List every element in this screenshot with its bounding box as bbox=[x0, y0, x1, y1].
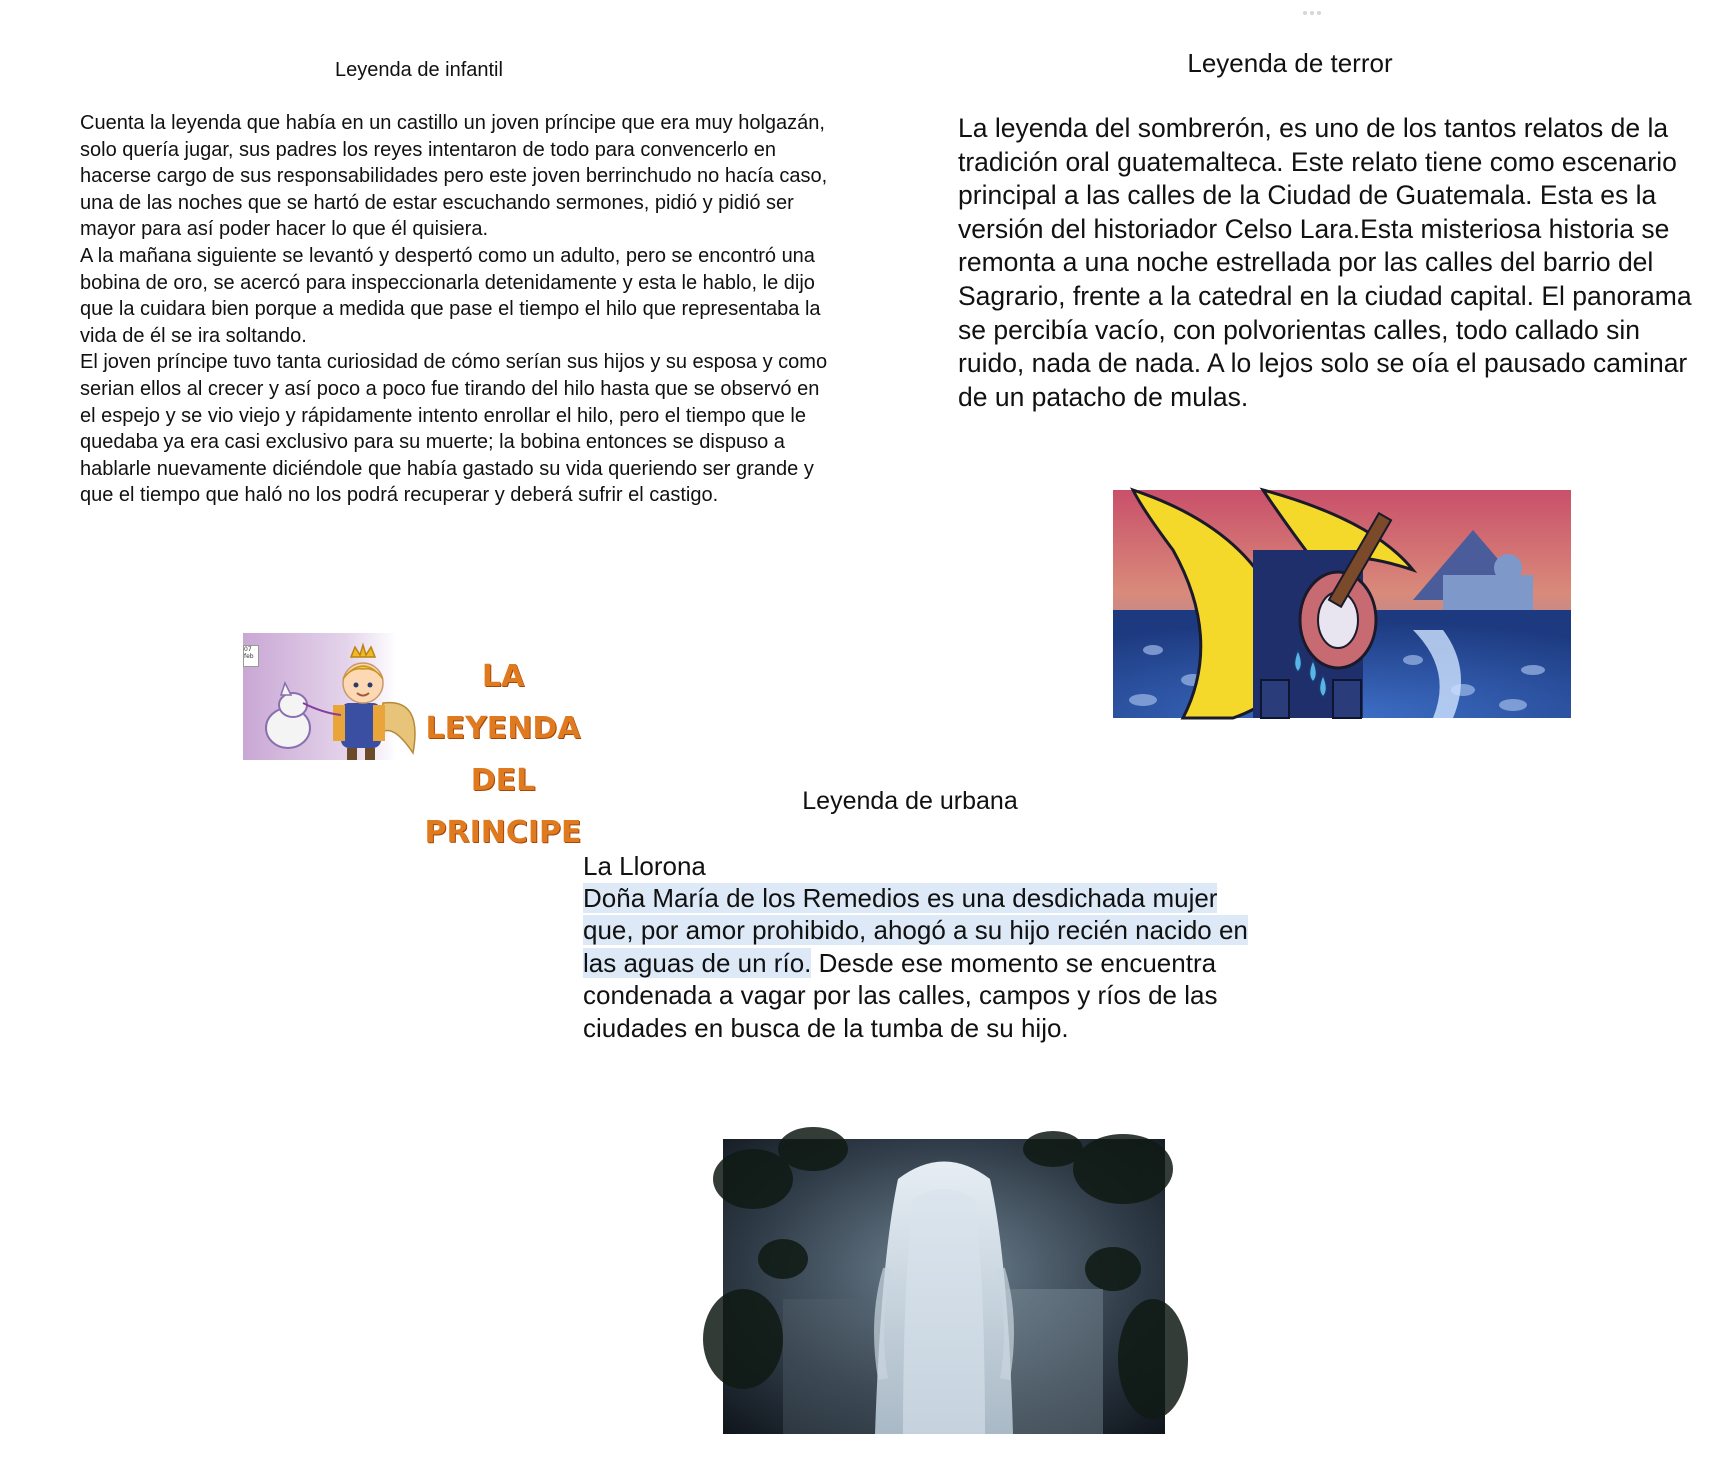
dot-icon bbox=[1303, 11, 1307, 15]
sombreron-illustration bbox=[1113, 490, 1571, 718]
urbana-heading: La Llorona bbox=[583, 851, 706, 881]
terror-title: Leyenda de terror bbox=[1187, 48, 1393, 78]
llorona-photo bbox=[723, 1139, 1165, 1434]
infantil-title: Leyenda de infantil bbox=[335, 59, 503, 81]
date-tag bbox=[243, 645, 259, 667]
prince-illustration bbox=[263, 643, 433, 760]
dot-icon bbox=[1317, 11, 1321, 15]
infantil-body bbox=[80, 110, 840, 509]
urbana-body bbox=[583, 882, 1273, 1044]
urbana-body-text: Desde ese momento se encuentra condenada a vagar por las calles, campos y ríos de las ciudades en busca de la tumba de su hijo. bbox=[583, 947, 1218, 1043]
date-tag-day: 07 bbox=[244, 646, 252, 653]
llorona-image bbox=[723, 1139, 1165, 1434]
prince-image-title-line1: LA LEYENDA bbox=[425, 659, 581, 746]
prince-legend-image bbox=[243, 633, 585, 850]
infantil-paragraph: A la mañana siguiente se levantó y despertó como un adulto, pero se encontró una bobina de oro, se acercó para inspeccionarla detenidamente y esta le hablo, le dijo que la cuidara bien porque a medida que pase el tiempo el hilo que representaba la vida de él se ira soltando. bbox=[80, 244, 821, 347]
urbana-title: Leyenda de urbana bbox=[802, 787, 1018, 815]
dot-icon bbox=[1310, 11, 1314, 15]
sombreron-image bbox=[1113, 490, 1571, 718]
prince-image-title-line2: DEL PRINCIPE bbox=[424, 763, 582, 850]
drag-handle[interactable] bbox=[1300, 8, 1324, 18]
terror-body: La leyenda del sombrerón, es uno de los tantos relatos de la tradición oral guatemalteca. Este relato tiene como escenario principal a las calles de la Ciudad de Guatemala. Esta es la versión del historiador Celso Lara.Esta misteriosa historia se remonta a una noche estrellada por las calles del barrio del Sagrario, frente a la catedral en la ciudad capital. El panorama se percibía vacío, con polvorientas calles, todo callado sin ruido, nada de nada. A lo lejos solo se oía el pausado caminar de un patacho de mulas. bbox=[958, 113, 1692, 412]
date-tag-month: feb bbox=[244, 653, 254, 660]
infantil-paragraph: El joven príncipe tuvo tanta curiosidad de cómo serían sus hijos y su esposa y como serian ellos al crecer y así poco a poco fue tirando del hilo hasta que se observó en el espejo y se vio viejo y rápidamente intento enrollar el hilo, pero el tiempo que le quedaba ya era casi exclusivo para su muerte; la bobina entonces se dispuso a hablarle nuevamente diciéndole que había gastado su vida queriendo ser grande y que el tiempo que haló no los podrá recuperar y deberá sufrir el castigo. bbox=[80, 351, 828, 507]
infantil-paragraph: Cuenta la leyenda que había en un castillo un joven príncipe que era muy holgazán, solo quería jugar, sus padres los reyes intentaron de todo para convencerlo en hacerse cargo de sus responsabilidades pero este joven berrinchudo no hacía caso, una de las noches que se hartó de estar escuchando sermones, pidió y pidió ser mayor para así poder hacer lo que él quisiera. bbox=[80, 112, 828, 241]
selected-text[interactable]: Doña María de los Remedios es una desdichada mujer que, por amor prohibido, ahogó a su hijo recién nacido en las aguas de un río. bbox=[583, 883, 1248, 978]
prince-image-title bbox=[423, 651, 583, 859]
